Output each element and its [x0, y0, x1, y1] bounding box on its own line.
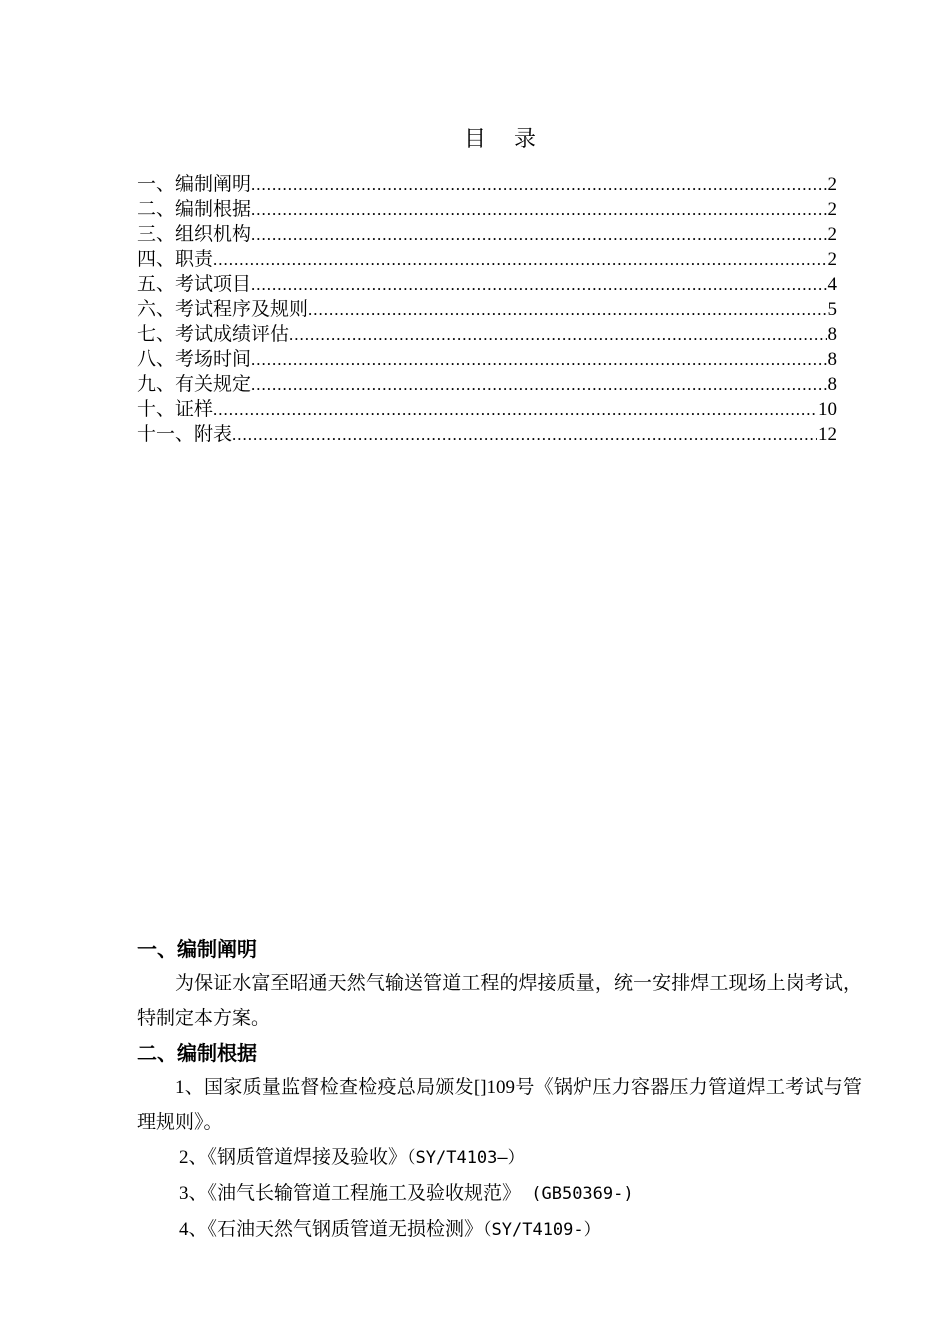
basis-item-3-title: 3、《油气长输管道工程施工及验收规范》 [179, 1183, 522, 1204]
toc-leader-dots [308, 297, 826, 322]
toc-entry-page: 8 [827, 349, 837, 370]
toc-leader-dots [251, 197, 826, 222]
basis-item-2-code: （SY/T4103—） [407, 1148, 525, 1168]
toc-entry-page: 12 [818, 424, 837, 445]
document-body [137, 932, 862, 1248]
basis-item-3-code: (GB50369-) [521, 1184, 634, 1204]
toc-entry[interactable] [137, 397, 837, 422]
toc-entry-page: 2 [827, 199, 837, 220]
toc-entry-page: 4 [827, 274, 837, 295]
toc-entry-label: 三、组织机构 [137, 224, 252, 245]
table-of-contents [137, 172, 837, 447]
toc-entry-page: 8 [827, 324, 837, 345]
toc-leader-dots [251, 272, 826, 297]
toc-entry-label: 十一、附表 [137, 424, 233, 445]
toc-entry[interactable] [137, 222, 837, 247]
basis-item-4-code: （SY/T4109-） [483, 1220, 601, 1240]
basis-item-2 [137, 1140, 862, 1176]
section-heading-1: 一、编制阐明 [137, 937, 257, 961]
toc-entry-label: 一、编制阐明 [137, 174, 252, 195]
section-heading-2: 二、编制根据 [137, 1041, 257, 1065]
toc-entry[interactable] [137, 247, 837, 272]
toc-entry[interactable] [137, 422, 837, 447]
toc-title [0, 122, 950, 153]
toc-entry-label: 九、有关规定 [137, 374, 252, 395]
toc-entry-label: 二、编制根据 [137, 199, 252, 220]
toc-entry-page: 2 [827, 224, 837, 245]
toc-leader-dots [289, 322, 826, 347]
basis-item-4 [137, 1212, 862, 1248]
toc-entry-page: 10 [818, 399, 837, 420]
toc-entry[interactable] [137, 297, 837, 322]
toc-leader-dots [251, 372, 826, 397]
toc-leader-dots [251, 347, 826, 372]
toc-entry[interactable] [137, 347, 837, 372]
toc-title-left: 目 [463, 126, 486, 151]
toc-entry-label: 八、考场时间 [137, 349, 252, 370]
basis-item-1: 1、国家质量监督检查检疫总局颁发[]109号《锅炉压力容器压力管道焊工考试与管理规则》。 [137, 1077, 862, 1133]
toc-leader-dots [213, 247, 826, 272]
toc-entry[interactable] [137, 272, 837, 297]
toc-entry-label: 四、职责 [137, 249, 214, 270]
toc-entry-label: 七、考试成绩评估 [137, 324, 290, 345]
toc-entry-page: 2 [827, 249, 837, 270]
section-1-paragraph: 为保证水富至昭通天然气输送管道工程的焊接质量，统一安排焊工现场上岗考试，特制定本方案。 [137, 973, 862, 1029]
toc-entry[interactable] [137, 322, 837, 347]
toc-entry[interactable] [137, 197, 837, 222]
toc-title-right: 录 [514, 126, 537, 151]
toc-leader-dots [213, 397, 817, 422]
toc-entry[interactable] [137, 372, 837, 397]
toc-leader-dots [251, 172, 826, 197]
toc-entry-page: 2 [827, 174, 837, 195]
basis-item-2-title: 2、《钢质管道焊接及验收》 [179, 1147, 408, 1168]
toc-entry[interactable] [137, 172, 837, 197]
toc-entry-page: 8 [827, 374, 837, 395]
toc-entry-page: 5 [827, 299, 837, 320]
toc-entry-label: 十、证样 [137, 399, 214, 420]
toc-leader-dots [232, 422, 817, 447]
toc-entry-label: 六、考试程序及规则 [137, 299, 309, 320]
basis-item-4-title: 4、《石油天然气钢质管道无损检测》 [179, 1219, 484, 1240]
toc-leader-dots [251, 222, 826, 247]
toc-entry-label: 五、考试项目 [137, 274, 252, 295]
basis-item-3 [137, 1176, 862, 1212]
